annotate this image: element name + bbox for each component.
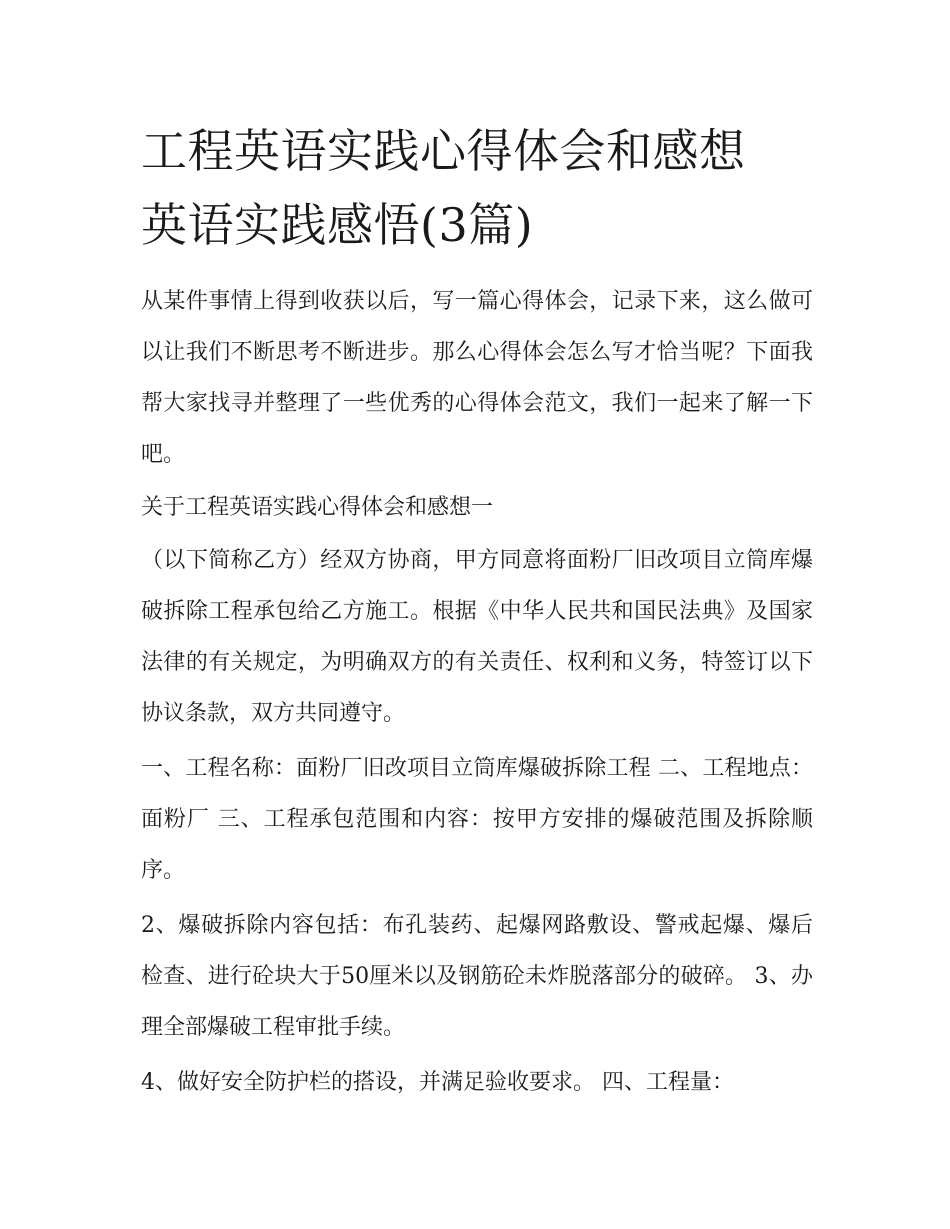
body-paragraph: 4、做好安全防护栏的搭设，并满足验收要求。 四、工程量： bbox=[141, 1070, 734, 1095]
title-line-2: 英语实践感悟(3篇) bbox=[141, 198, 534, 252]
section-heading: 关于工程英语实践心得体会和感想一 bbox=[141, 495, 494, 520]
body-paragraph: （以下简称乙方）经双方协商，甲方同意将面粉厂旧改项目立筒库爆破拆除工程承包给乙方施工。根据《中华人民共和国民法典》及国家法律的有关规定，为明确双方的有关责任、权利和义务，特签订以下协议条款，双方共同遵守。 bbox=[141, 548, 813, 726]
document-page bbox=[141, 114, 813, 1108]
title-line-1: 工程英语实践心得体会和感想 bbox=[141, 124, 746, 178]
body-paragraph: 2、爆破拆除内容包括：布孔装药、起爆网路敷设、警戒起爆、爆后检查、进行砼块大于50厘米以及钢筋砼未炸脱落部分的破碎。 3、办理全部爆破工程审批手续。 bbox=[141, 913, 813, 1040]
document-title bbox=[141, 114, 813, 262]
body-paragraph: 一、工程名称：面粉厂旧改项目立筒库爆破拆除工程 二、工程地点：面粉厂 三、工程承包范围和内容：按甲方安排的爆破范围及拆除顺序。 bbox=[141, 756, 813, 883]
intro-paragraph: 从某件事情上得到收获以后，写一篇心得体会，记录下来，这么做可以让我们不断思考不断进步。那么心得体会怎么写才恰当呢？下面我帮大家找寻并整理了一些优秀的心得体会范文，我们一起来了解一下吧。 bbox=[141, 289, 813, 467]
